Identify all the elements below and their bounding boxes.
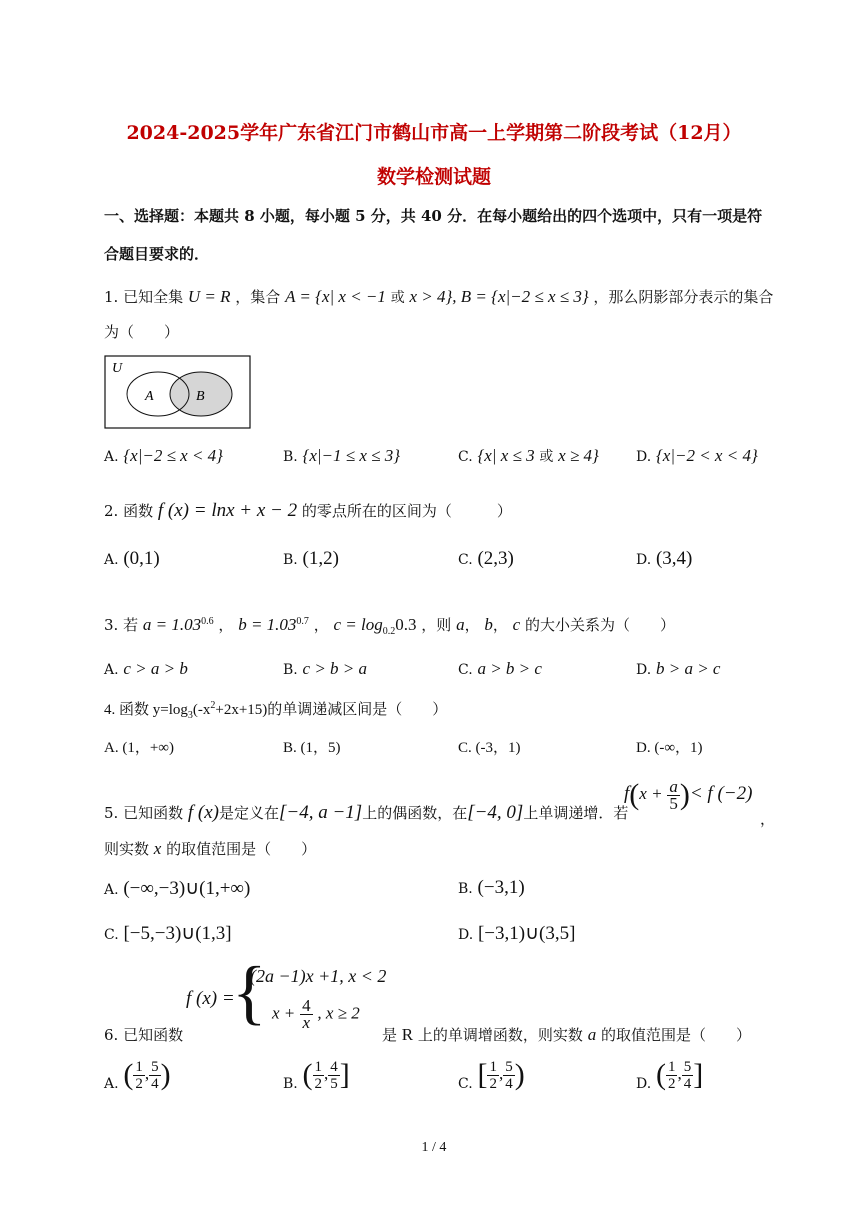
option-label: B. <box>283 552 298 568</box>
q1-option-a <box>104 446 223 466</box>
q3-a-exp: 0.6 <box>201 616 214 627</box>
option-frac-1 <box>313 1059 325 1092</box>
q2-option-a <box>104 548 160 570</box>
q1-set-b: x > 4}, B = {x|−2 ≤ x ≤ 3} <box>409 287 589 306</box>
frac-den: 2 <box>489 1075 497 1092</box>
frac-den: 4 <box>151 1075 159 1092</box>
q3-option-c <box>458 659 542 679</box>
option-label: C. <box>458 740 472 756</box>
option-label: C. <box>458 552 473 568</box>
q6-case-2 <box>272 998 360 1031</box>
q3-c-tail: 0.3 <box>395 615 417 634</box>
option-close: ] <box>693 1058 704 1091</box>
option-text: (3,4) <box>655 548 693 569</box>
option-label: B. <box>283 662 298 678</box>
option-label: A. <box>104 552 119 568</box>
q4-option-b <box>283 736 341 757</box>
question-2 <box>104 500 512 522</box>
frac-num: 5 <box>151 1058 159 1075</box>
q5-option-c <box>104 922 232 945</box>
option-label: D. <box>636 1076 652 1092</box>
q1-line2: 为（ ） <box>104 323 180 341</box>
q1-text: ，集合 <box>235 288 281 306</box>
q6-f: f (x) = <box>186 988 235 1009</box>
q6-num: 6. 已知函数 <box>104 1026 184 1044</box>
q3-num: 3. 若 <box>104 616 139 634</box>
q5-option-a <box>104 877 250 900</box>
option-text: b > a > c <box>655 659 721 678</box>
frac-den: 4 <box>505 1075 513 1092</box>
option-frac-2 <box>149 1059 161 1092</box>
option-close: ] <box>339 1058 350 1091</box>
page-subtitle: 数学检测试题 <box>376 166 491 188</box>
q6-function-lhs <box>186 988 235 1010</box>
option-close: ) <box>160 1058 171 1091</box>
q3-sep-2: ， <box>313 616 329 634</box>
option-label: D. <box>458 927 474 943</box>
option-text: (0,1) <box>123 548 160 569</box>
question-1 <box>104 286 773 307</box>
option-label: A. <box>104 740 119 756</box>
q6-option-b <box>283 1058 350 1092</box>
venn-diagram <box>104 355 252 430</box>
q5-paren-close: ) <box>679 778 690 811</box>
option-label: C. <box>104 927 119 943</box>
option-label: B. <box>283 449 298 465</box>
q6-text-2: 上的单调增函数，则实数 <box>417 1026 583 1044</box>
q4-text-mid: (-x <box>192 702 211 718</box>
q4-text-post: +2x+15)的单调递减区间是（ ） <box>215 702 448 718</box>
option-text: (-∞，1) <box>654 740 703 756</box>
q1-option-b <box>283 446 400 466</box>
option-text: (1，+∞) <box>122 740 174 756</box>
q2-function: f (x) = lnx + x − 2 <box>157 500 298 521</box>
q5-line2 <box>104 838 316 859</box>
q4-sub: 3 <box>187 710 193 721</box>
frac-num: 5 <box>505 1058 513 1075</box>
option-text: [−3,1)∪(3,5] <box>477 923 576 944</box>
q2-option-c <box>458 548 514 570</box>
page-number: 1 / 4 <box>421 1140 447 1155</box>
q5-option-b <box>458 877 525 899</box>
q2-option-d <box>636 548 692 570</box>
option-frac-2 <box>328 1059 340 1092</box>
option-comma: , <box>677 1064 682 1083</box>
option-text: (1,2) <box>302 548 339 569</box>
q4-option-d <box>636 736 703 757</box>
q5-num: 5. 已知函数 <box>104 804 184 822</box>
q1-option-c <box>458 446 599 466</box>
option-text: {x|−2 ≤ x < 4} <box>123 446 223 465</box>
frac-num: 1 <box>314 1058 323 1075</box>
option-open: ( <box>655 1058 666 1091</box>
option-frac-1 <box>666 1059 678 1092</box>
option-text: c > a > b <box>123 659 188 678</box>
q5-comma: ， <box>760 810 776 828</box>
frac-den: 5 <box>330 1075 338 1092</box>
q6-brace: { <box>232 952 267 1032</box>
option-label: B. <box>283 1076 298 1092</box>
q6-text-1: 是 <box>382 1026 398 1044</box>
frac-num: 1 <box>667 1058 676 1075</box>
q5-line2-post: 的取值范围是（ ） <box>166 840 317 858</box>
option-text: (−∞,−3)∪(1,+∞) <box>123 878 251 899</box>
section-header-cont: 合题目要求的． <box>104 245 210 263</box>
option-text: (2,3) <box>477 548 514 569</box>
q6-option-a <box>104 1058 171 1092</box>
option-text: {x|−2 < x < 4} <box>655 446 758 465</box>
option-label: D. <box>636 552 652 568</box>
q3-c-sub: 0.2 <box>382 626 396 637</box>
q5-var-x: x <box>153 839 162 858</box>
q5-frac-den: 5 <box>669 793 678 813</box>
q3-a-value: a = 1.03 <box>142 615 202 634</box>
frac-num: 5 <box>683 1058 692 1075</box>
q3-c-value: c = log <box>333 615 383 634</box>
option-label: C. <box>458 1076 473 1092</box>
option-text-tail: x ≥ 4} <box>558 446 599 465</box>
option-label: B. <box>458 881 473 897</box>
option-label: D. <box>636 740 651 756</box>
q1-num: 1. 已知全集 <box>104 288 184 306</box>
q4-text-pre: 4. 函数 y=log <box>104 702 188 718</box>
q1-text-2: ，那么阴影部分表示的集合 <box>593 288 774 306</box>
q4-option-a <box>104 736 174 757</box>
q6-var-a: a <box>587 1025 597 1044</box>
option-text: {x|−1 ≤ x ≤ 3} <box>302 446 401 465</box>
option-text: {x| x ≤ 3 <box>477 446 535 465</box>
q5-inequality <box>624 778 752 812</box>
venn-u-label: U <box>112 361 123 376</box>
q3-var-c: c <box>512 615 521 634</box>
q3-option-d <box>636 659 720 679</box>
venn-b-label: B <box>196 389 205 404</box>
option-open: [ <box>477 1058 488 1091</box>
q6-text <box>382 1024 751 1045</box>
q1-or: 或 <box>390 290 405 306</box>
q6-case-1 <box>250 966 386 987</box>
q3-var-b: b <box>484 615 493 634</box>
frac-num: 1 <box>489 1058 497 1075</box>
option-comma: , <box>498 1064 504 1083</box>
q5-option-d <box>458 922 575 945</box>
option-or: 或 <box>539 449 554 465</box>
q6-option-d <box>636 1058 703 1092</box>
q3-text: ，则 <box>421 616 452 634</box>
option-text: (−3,1) <box>477 877 525 898</box>
option-label: C. <box>458 662 473 678</box>
q2-option-b <box>283 548 339 570</box>
question-4 <box>104 698 447 721</box>
option-text: c > b > a <box>302 659 368 678</box>
q6-case2-num: 4 <box>302 996 311 1015</box>
option-label: A. <box>104 882 119 898</box>
q5-interval-2: [−4, 0] <box>467 802 524 823</box>
option-label: A. <box>104 662 119 678</box>
q1-option-d <box>636 446 758 466</box>
q5-line2-pre: 则实数 <box>104 840 150 858</box>
q5-text-1: 是定义在 <box>219 804 280 822</box>
q6-text-3: 的取值范围是（ ） <box>601 1026 752 1044</box>
option-label: D. <box>636 449 652 465</box>
option-comma: , <box>324 1064 329 1083</box>
option-close: ) <box>514 1058 525 1091</box>
q6-case2-pre: x + <box>272 1003 296 1023</box>
option-label: B. <box>283 740 297 756</box>
option-open: ( <box>302 1058 313 1091</box>
q5-function: f (x) <box>187 802 219 823</box>
q3-sep-3: ， <box>464 616 480 634</box>
option-frac-2 <box>682 1059 694 1092</box>
q6-case1-text: (2a −1)x +1, x < 2 <box>250 966 387 986</box>
q5-ineq-x: x + <box>639 784 663 803</box>
q3-option-b <box>283 659 367 679</box>
q5-text-3: 上单调递增．若 <box>523 804 629 822</box>
q5-ineq-post: < f (−2) <box>689 783 753 804</box>
q5-interval-1: [−4, a −1] <box>279 802 363 823</box>
q3-var-a: a <box>456 615 465 634</box>
option-label: A. <box>104 1076 119 1092</box>
q5-frac-num: a <box>669 776 678 796</box>
option-text: (1，5) <box>300 740 341 756</box>
question-3 <box>104 614 675 637</box>
q6-option-c <box>458 1058 525 1092</box>
option-label: C. <box>458 449 473 465</box>
q3-sep-4: ， <box>492 616 508 634</box>
option-label: A. <box>104 449 119 465</box>
q4-sup: 2 <box>210 700 216 711</box>
option-text: (-3，1) <box>475 740 521 756</box>
q3-b-exp: 0.7 <box>296 616 309 627</box>
q3-text-2: 的大小关系为（ ） <box>525 616 676 634</box>
q3-sep: ， <box>218 616 234 634</box>
frac-den: 4 <box>683 1075 692 1092</box>
option-label: D. <box>636 662 652 678</box>
frac-den: 2 <box>314 1075 323 1092</box>
page-title: 2024-2025学年广东省江门市鹤山市高一上学期第二阶段考试（12月） <box>126 122 742 144</box>
venn-a-label: A <box>145 389 154 404</box>
q4-option-c <box>458 736 521 757</box>
q6-case2-den: x <box>302 1013 311 1032</box>
section-header: 一、选择题：本题共 8 小题，每小题 5 分，共 40 分．在每小题给出的四个选项中，只有一项是符 <box>104 207 763 225</box>
option-text: [−5,−3)∪(1,3] <box>123 923 232 944</box>
q5-paren-open: ( <box>629 778 640 811</box>
option-frac-1 <box>133 1059 145 1092</box>
question-5 <box>104 802 628 824</box>
option-frac-2 <box>503 1059 515 1092</box>
frac-num: 4 <box>330 1058 338 1075</box>
q3-b-value: b = 1.03 <box>238 615 297 634</box>
q6-case2-fraction <box>300 998 313 1031</box>
q6-case2-post: , x ≥ 2 <box>317 1003 360 1023</box>
q2-text: 的零点所在的区间为（ ） <box>301 502 512 520</box>
q6-r: R <box>401 1025 414 1044</box>
q2-num: 2. 函数 <box>104 502 154 520</box>
q1-set-a: A = {x| x < −1 <box>285 287 386 306</box>
frac-den: 2 <box>667 1075 676 1092</box>
option-open: ( <box>123 1058 134 1091</box>
frac-den: 2 <box>135 1075 143 1092</box>
frac-num: 1 <box>135 1058 143 1075</box>
option-comma: , <box>144 1064 150 1083</box>
q1-universal-set: U = R <box>187 287 231 306</box>
q5-text-2: 上的偶函数，在 <box>362 804 468 822</box>
option-frac-1 <box>487 1059 499 1092</box>
q3-option-a <box>104 659 188 679</box>
option-text: a > b > c <box>477 659 542 678</box>
q5-fraction <box>667 776 680 813</box>
q5-ineq-f: f <box>624 783 630 804</box>
